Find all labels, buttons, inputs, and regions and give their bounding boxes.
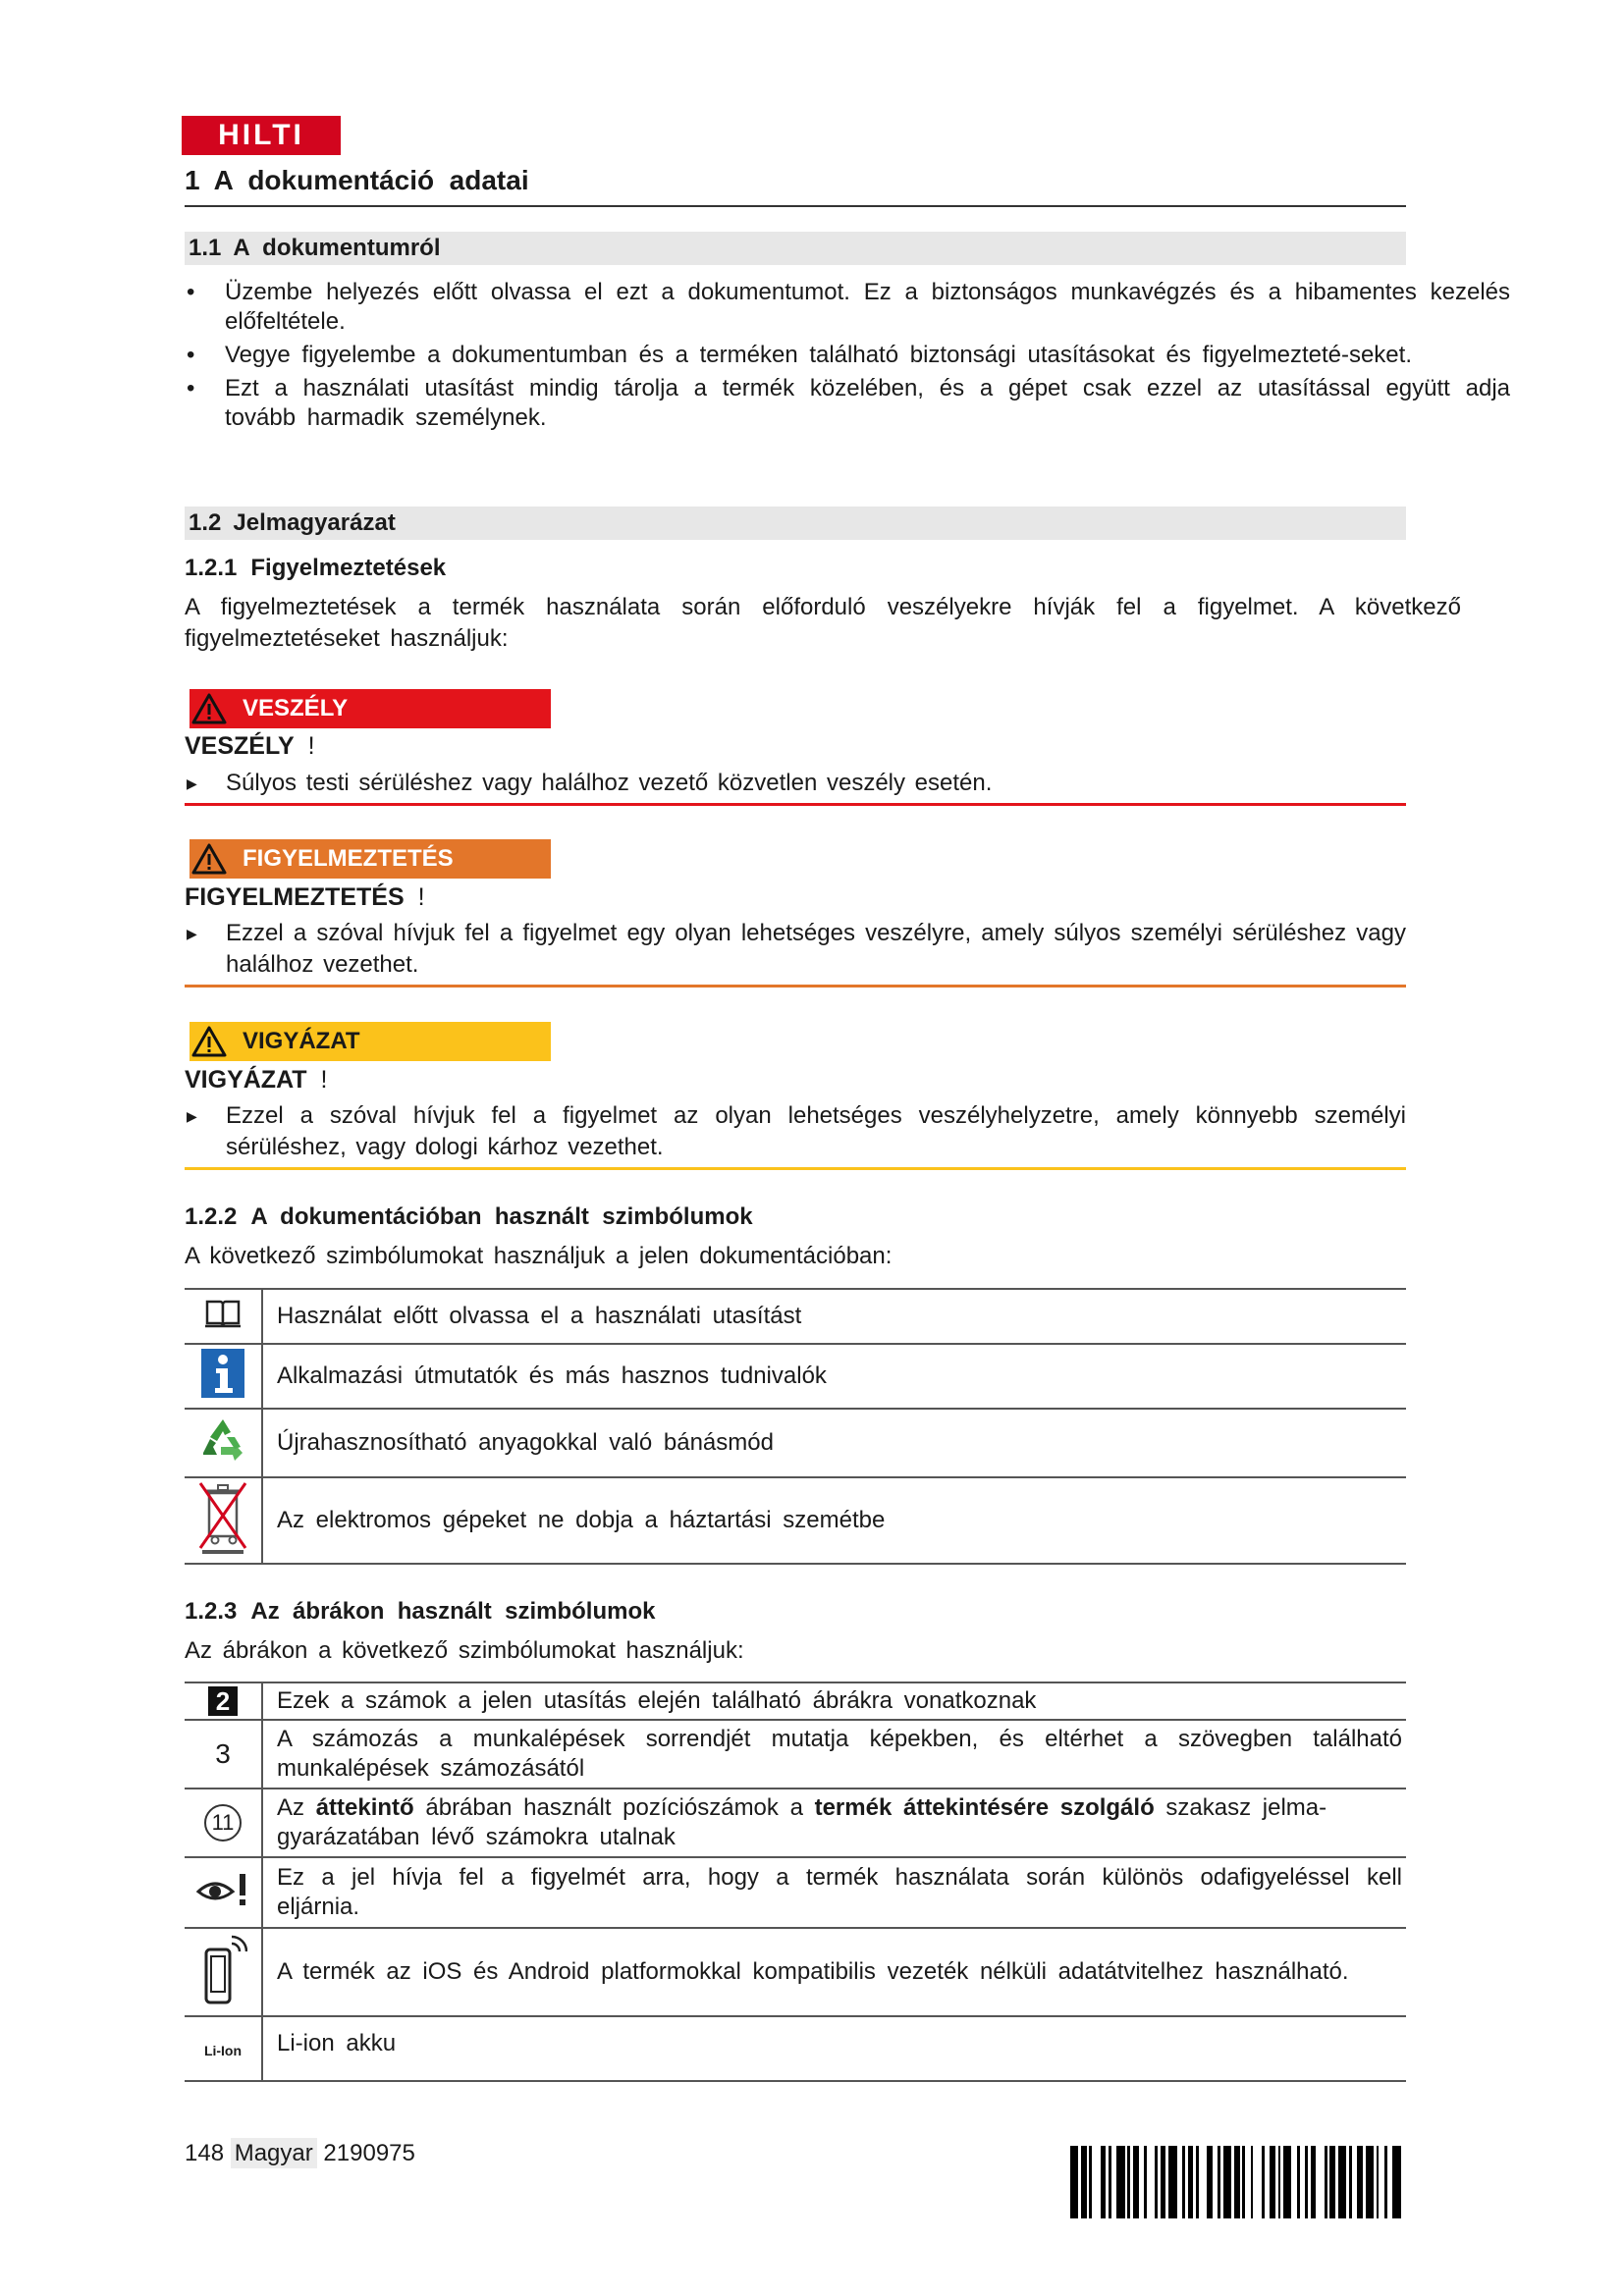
barcode-bar [1283,2146,1291,2218]
section-title: A dokumentumról [233,235,441,261]
step-number-icon [185,1720,262,1789]
signal-bang: ! [417,883,425,911]
recycle-icon [185,1409,262,1477]
figure-symbols-table [185,1682,1406,2082]
li-ion-icon [185,2016,262,2081]
attention-eye-icon [185,1857,262,1928]
danger-rule [185,803,1406,806]
chapter-title [185,165,543,196]
hilti-logo: HILTI [182,116,341,155]
desc-bold: termék áttekintésére szolgáló [814,1794,1155,1821]
symbol-description [262,1789,1406,1857]
barcode-bar [1253,2146,1261,2218]
danger-text [185,768,1406,799]
banner-label: VESZÉLY [243,695,349,721]
caution-text-body: Ezzel a szóval hívjuk fel a figyelmet az olyan lehetséges veszélyhelyzetre, amely könnyebb személyi sérüléshez, vagy dologi kárhoz vezethet. [226,1102,1406,1160]
figure-symbols-intro: Az ábrákon a következő szimbólumokat használjuk: [185,1637,744,1664]
barcode-bar [1199,2146,1207,2218]
desc-part: szakasz jelma-gyarázatában lévő számokra utalnak [277,1794,1327,1850]
barcode-bar [1070,2146,1078,2218]
section-number: 1.1 [189,235,222,261]
warning-triangle-icon [189,843,229,875]
warning-signal-word [185,883,425,912]
symbol-description: A számozás a munkalépések sorrendjét mutatja képekben, és eltérhet a szövegben található munkalépések számozásától [262,1720,1406,1789]
table-row [185,1720,1406,1789]
symbol-description: Alkalmazási útmutatók és más hasznos tudnivalók [262,1344,1406,1409]
signal-word: VIGYÁZAT [185,1066,307,1094]
document-symbols-table [185,1288,1406,1565]
caution-rule [185,1167,1406,1170]
list-item: • Ezt a használati utasítást mindig tárolja a termék közelében, és a gépet csak ezzel az utasítással együtt adja tovább harmadik személynek. [185,374,1510,433]
barcode-bar [1223,2146,1231,2218]
symbol-description: Újrahasznosítható anyagokkal való bánásmód [262,1409,1406,1477]
position-number-glyph: 11 [204,1804,242,1842]
crossed-bin-icon [185,1477,262,1564]
table-row [185,1928,1406,2016]
table-row [185,1477,1406,1564]
section-title: Jelmagyarázat [233,509,396,536]
section-1-2-header [185,507,1406,540]
chapter-number: 1 [185,165,200,195]
step-number-glyph: 3 [215,1738,231,1769]
table-row [185,1682,1406,1720]
banner-label: FIGYELMEZTETÉS [243,845,454,872]
table-row [185,1789,1406,1857]
list-item: • Üzembe helyezés előtt olvassa el ezt a dokumentumot. Ez a biztonságos munkavégzés és a hibamentes kezelés előfeltétele. [185,278,1510,337]
table-row [185,1289,1406,1344]
caution-banner [189,1022,551,1061]
desc-bold: áttekintő [315,1794,414,1821]
danger-banner [189,689,551,728]
li-ion-glyph: Li-Ion [203,2043,243,2058]
subsection-number: 1.2.3 [185,1598,238,1625]
document-number: 2190975 [323,2140,415,2166]
position-number-icon [185,1789,262,1857]
warnings-intro: A figyelmeztetések a termék használata során előforduló veszélyekre hívják fel a figyelmet. A következő figyelmeztetéseket használjuk: [185,594,1461,652]
caution-text [185,1100,1406,1163]
subsection-1-2-3-title [185,1598,655,1626]
table-row [185,1409,1406,1477]
chapter-rule [185,205,1406,207]
symbol-description: Li-ion akku [262,2016,1406,2081]
symbol-description: Ez a jel hívja fel a figyelmét arra, hogy a termék használata során különös odafigyeléssel kell eljárnia. [262,1857,1406,1928]
signal-bang: ! [307,732,315,760]
arrow-icon: ▶ [187,775,197,791]
footer-language: Magyar [231,2138,317,2168]
subsection-number: 1.2.1 [185,555,238,581]
page-footer [185,2140,415,2167]
subsection-title: A dokumentációban használt szimbólumok [250,1203,753,1230]
section-1-1-header [185,232,1406,265]
signal-word: VESZÉLY [185,732,295,760]
signal-word: FIGYELMEZTETÉS [185,883,405,911]
symbol-description: Ezek a számok a jelen utasítás elején található ábrákra vonatkoznak [262,1682,1406,1720]
warning-banner [189,839,551,879]
subsection-number: 1.2.2 [185,1203,238,1230]
warning-triangle-icon [189,1026,229,1057]
warning-text [185,918,1406,981]
figure-number-glyph: 2 [208,1686,238,1716]
barcode-bar [1316,2146,1324,2218]
barcode-bar [1147,2146,1155,2218]
document-bullets [185,278,1510,437]
warning-text: Súlyos testi sérüléshez vagy halálhoz vezető közvetlen veszély esetén. [226,770,993,796]
desc-part: ábrában használt pozíciószámok a [413,1794,815,1821]
subsection-1-2-2-title [185,1203,753,1231]
manual-book-icon [185,1289,262,1344]
figure-number-icon [185,1682,262,1720]
banner-label: VIGYÁZAT [243,1028,360,1054]
symbol-description: Az elektromos gépeket ne dobja a háztartási szemétbe [262,1477,1406,1564]
barcode-bar [1401,2146,1404,2218]
warning-text-body: Ezzel a szóval hívjuk fel a figyelmet egy olyan lehetséges veszélyre, amely súlyos személyi sérüléshez vagy halálhoz vezethet. [226,920,1406,978]
desc-part: Az [277,1794,316,1821]
table-row [185,2016,1406,2081]
table-row [185,1344,1406,1409]
subsection-title: Figyelmeztetések [250,555,447,581]
wireless-phone-icon [185,1928,262,2016]
warning-rule [185,985,1406,988]
table-row [185,1857,1406,1928]
barcode-icon [1070,2146,1404,2218]
symbol-description: Használat előtt olvassa el a használati utasítást [262,1289,1406,1344]
chapter-title-text: A dokumentáció adatai [213,165,529,195]
page-number: 148 [185,2140,225,2166]
barcode-bar [1338,2146,1346,2218]
symbols-intro: A következő szimbólumokat használjuk a jelen dokumentációban: [185,1243,893,1269]
signal-bang: ! [320,1066,328,1094]
danger-signal-word [185,732,315,761]
section-number: 1.2 [189,509,222,536]
barcode-bar [1392,2146,1400,2218]
arrow-icon: ▶ [187,1108,197,1124]
info-icon [185,1344,262,1409]
symbol-description: A termék az iOS és Android platformokkal kompatibilis vezeték nélküli adatátvitelhez használható. [262,1928,1406,2016]
subsection-title: Az ábrákon használt szimbólumok [250,1598,656,1625]
barcode-bar [1168,2146,1176,2218]
barcode-bar [1366,2146,1374,2218]
warning-triangle-icon [189,693,229,724]
arrow-icon: ▶ [187,926,197,941]
barcode-bar [1092,2146,1100,2218]
caution-signal-word [185,1066,328,1095]
list-item: • Vegye figyelembe a dokumentumban és a terméken található biztonsági utasításokat és figyelmezteté-seket. [185,341,1510,370]
subsection-1-2-1-title [185,555,446,582]
barcode-bar [1116,2146,1124,2218]
